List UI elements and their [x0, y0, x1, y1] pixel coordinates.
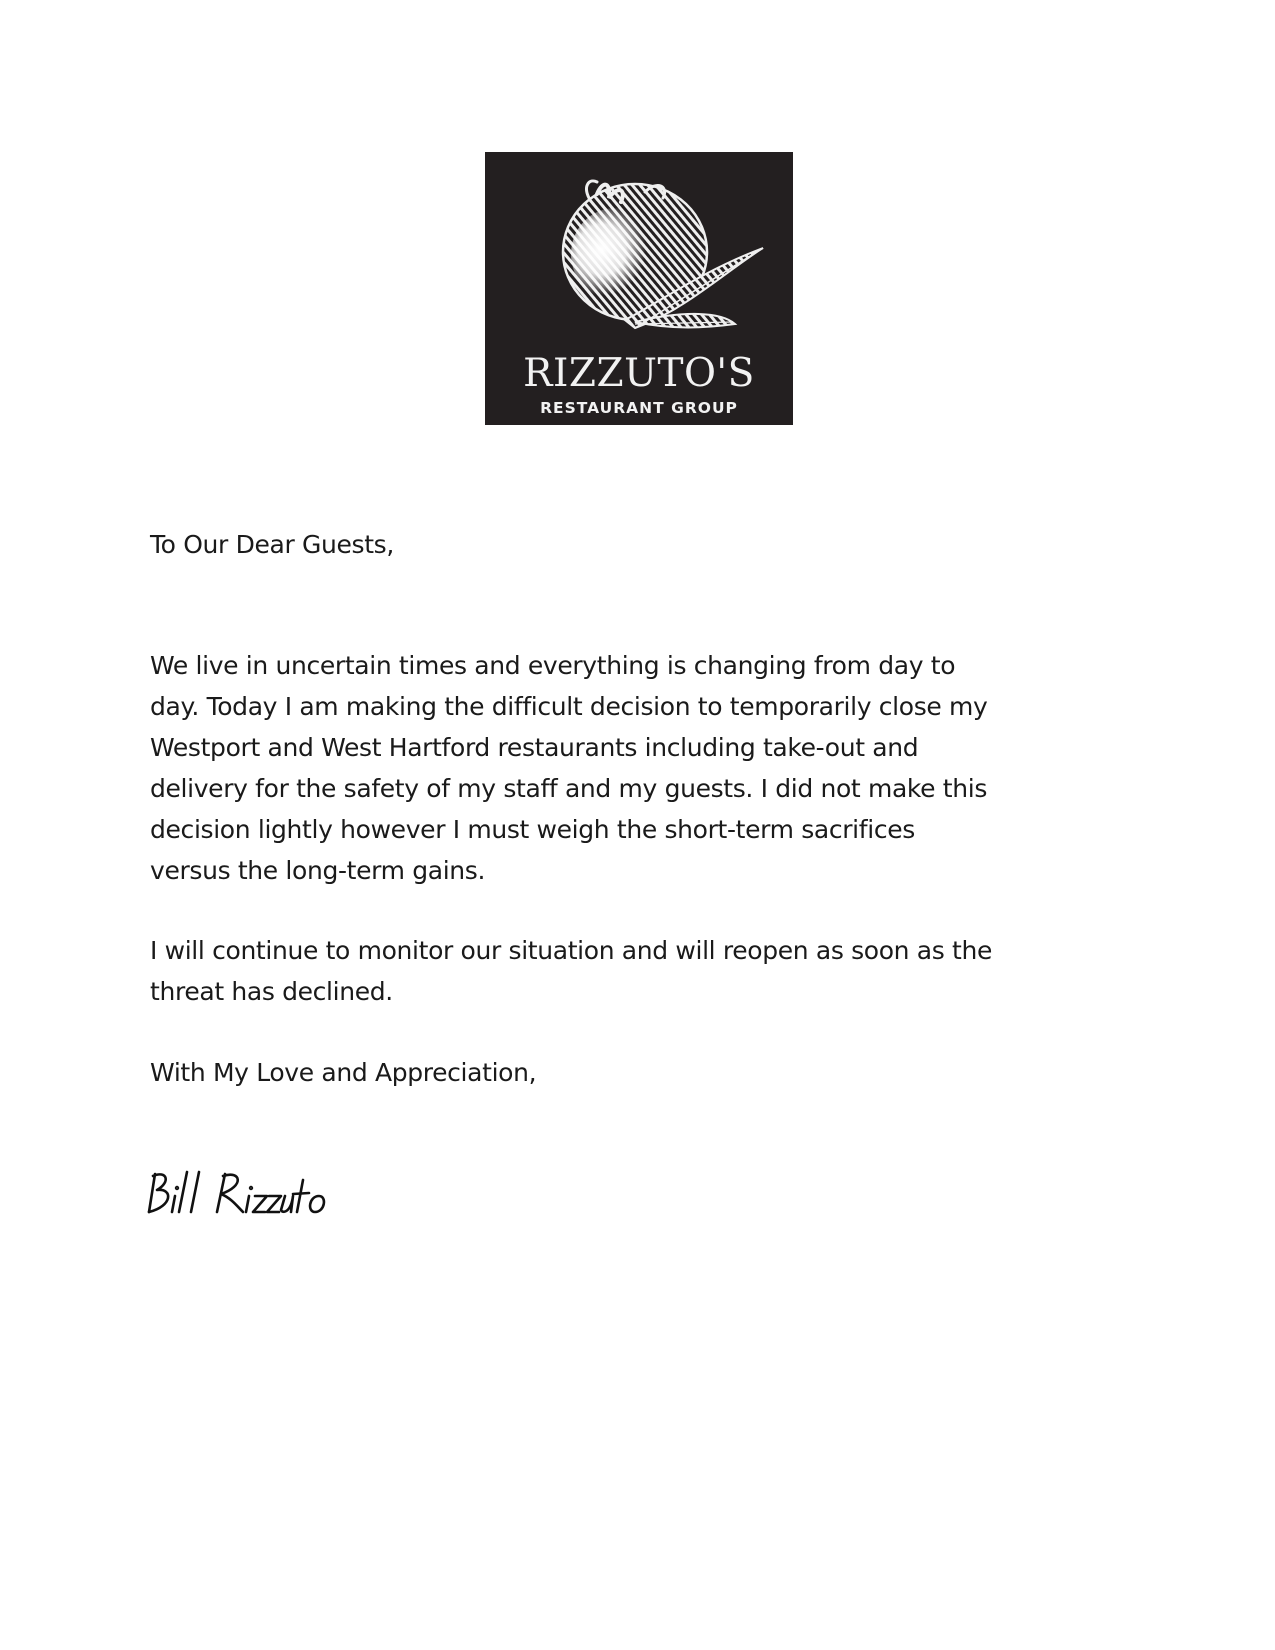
- salutation: To Our Dear Guests,: [150, 530, 394, 559]
- paragraph-1: [150, 645, 1150, 891]
- tomato-icon: [485, 152, 793, 352]
- paragraph-2: [150, 930, 1150, 1012]
- signature-handwriting: [145, 1166, 335, 1226]
- logo-title: RIZZUTO'S: [523, 351, 755, 396]
- paragraph-1-line: We live in uncertain times and everything is changing from day to: [150, 651, 956, 680]
- paragraph-1-line: delivery for the safety of my staff and my guests. I did not make this: [150, 774, 987, 803]
- company-logo: [485, 152, 793, 425]
- logo-subtitle: RESTAURANT GROUP: [540, 399, 738, 417]
- paragraph-1-line: decision lightly however I must weigh the short-term sacrifices: [150, 815, 915, 844]
- signature: [145, 1166, 335, 1230]
- paragraph-2-line: threat has declined.: [150, 977, 393, 1006]
- paragraph-2-line: I will continue to monitor our situation and will reopen as soon as the: [150, 936, 992, 965]
- closing: With My Love and Appreciation,: [150, 1058, 537, 1087]
- paragraph-1-line: versus the long-term gains.: [150, 856, 486, 885]
- paragraph-1-line: day. Today I am making the difficult decision to temporarily close my: [150, 692, 988, 721]
- paragraph-1-line: Westport and West Hartford restaurants including take-out and: [150, 733, 919, 762]
